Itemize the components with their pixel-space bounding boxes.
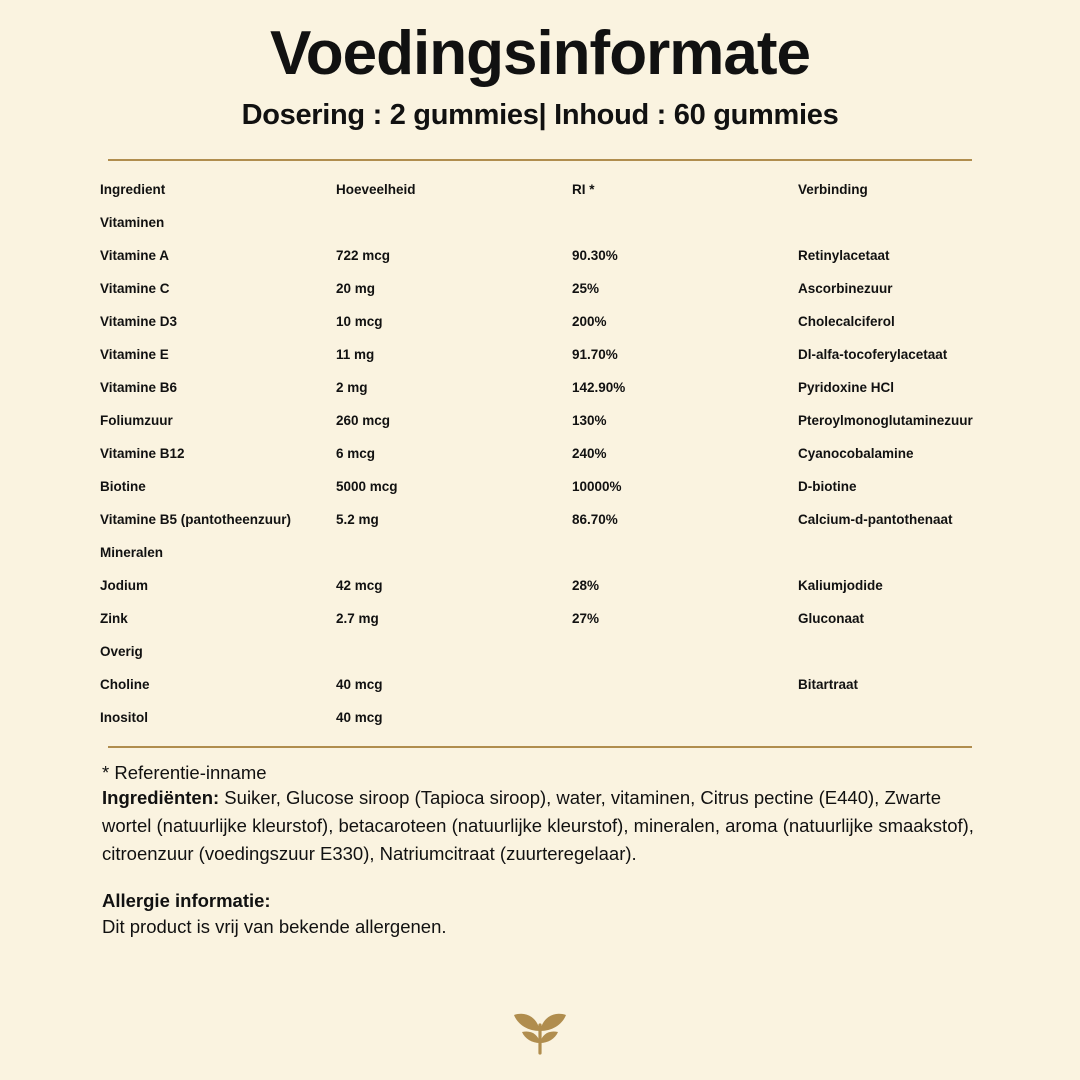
table-row — [100, 635, 980, 668]
cell-ri: 25% — [572, 281, 600, 297]
cell-ri: 86.70% — [572, 512, 618, 528]
cell-compound: Cyanocobalamine — [798, 446, 914, 462]
table-row — [100, 338, 980, 371]
cell-compound: Calcium-d-pantothenaat — [798, 512, 953, 528]
cell-compound: Ascorbinezuur — [798, 281, 893, 297]
cell-ingredient: Biotine — [100, 479, 146, 495]
column-header-amount: Hoeveelheid — [336, 182, 416, 198]
ingredients-label: Ingrediënten: — [102, 787, 220, 809]
cell-ingredient: Vitamine B5 (pantotheenzuur) — [100, 512, 292, 528]
cell-ingredient: Mineralen — [100, 545, 164, 561]
cell-amount: 40 mcg — [336, 677, 383, 693]
cell-compound: Bitartraat — [798, 677, 859, 693]
cell-amount: 2 mg — [336, 380, 368, 396]
cell-ri: 27% — [572, 611, 600, 627]
cell-ingredient: Vitamine E — [100, 347, 169, 363]
cell-ri: 10000% — [572, 479, 622, 495]
cell-compound: D-biotine — [798, 479, 857, 495]
cell-ri — [572, 635, 798, 668]
cell-amount: 11 mg — [336, 347, 375, 363]
brand-logo — [0, 1003, 1080, 1062]
leaf-sprout-icon — [508, 1003, 572, 1057]
cell-ri — [572, 206, 798, 239]
cell-ingredient: Vitaminen — [100, 215, 165, 231]
table-row — [100, 305, 980, 338]
divider-bottom — [108, 746, 972, 748]
cell-ri: 90.30% — [572, 248, 618, 264]
table-row — [100, 701, 980, 734]
cell-amount: 722 mcg — [336, 248, 391, 264]
cell-compound: Kaliumjodide — [798, 578, 883, 594]
cell-compound — [798, 635, 980, 668]
cell-amount: 6 mcg — [336, 446, 376, 462]
cell-compound: Pteroylmonoglutaminezuur — [798, 413, 973, 429]
cell-ri: 240% — [572, 446, 607, 462]
table-row — [100, 470, 980, 503]
cell-amount: 10 mcg — [336, 314, 383, 330]
cell-ri: 130% — [572, 413, 607, 429]
table-row — [100, 536, 980, 569]
cell-ingredient: Inositol — [100, 710, 148, 726]
table-row — [100, 503, 980, 536]
table-row — [100, 668, 980, 701]
table-row — [100, 437, 980, 470]
cell-amount — [336, 635, 572, 668]
allergy-text: Dit product is vrij van bekende allergenen. — [102, 915, 447, 937]
cell-amount: 5000 mcg — [336, 479, 398, 495]
dosage-subtitle: Dosering : 2 gummies| Inhoud : 60 gummies — [241, 99, 839, 132]
cell-amount: 42 mcg — [336, 578, 383, 594]
cell-ingredient: Jodium — [100, 578, 149, 594]
cell-ri: 91.70% — [572, 347, 618, 363]
cell-ingredient: Vitamine C — [100, 281, 170, 297]
cell-ingredient: Vitamine D3 — [100, 314, 178, 330]
cell-compound: Cholecalciferol — [798, 314, 895, 330]
cell-amount: 5.2 mg — [336, 512, 379, 528]
page-title: Voedingsinformate — [270, 19, 810, 88]
cell-ingredient: Overig — [100, 644, 143, 660]
cell-compound — [798, 701, 980, 734]
column-header-ingredient: Ingredient — [100, 182, 166, 198]
cell-ingredient: Zink — [100, 611, 128, 627]
cell-amount: 40 mcg — [336, 710, 383, 726]
cell-compound: Dl-alfa-tocoferylacetaat — [798, 347, 948, 363]
table-row — [100, 569, 980, 602]
cell-ingredient: Choline — [100, 677, 150, 693]
table-header-row — [100, 173, 980, 206]
table-row — [100, 206, 980, 239]
divider-top — [108, 159, 972, 161]
cell-compound — [798, 206, 980, 239]
cell-amount — [336, 206, 572, 239]
column-header-compound: Verbinding — [798, 182, 868, 198]
allergy-title: Allergie informatie: — [102, 889, 271, 911]
ingredients-text: Suiker, Glucose siroop (Tapioca siroop), water, vitaminen, Citrus pectine (E440), Zwarte wortel (natuurlijke kleurstof), betacaroteen (natuurlijke kleurstof), mineralen, aroma (natuurlijke smaakstof), citroenzuur (voedingszuur E330), Natriumcitraat (zuurteregelaar). — [102, 787, 974, 864]
column-header-ri: RI * — [572, 182, 595, 198]
nutrition-table — [100, 173, 980, 734]
table-row — [100, 371, 980, 404]
cell-ri: 28% — [572, 578, 600, 594]
cell-compound: Gluconaat — [798, 611, 865, 627]
cell-ri: 142.90% — [572, 380, 626, 396]
cell-ingredient: Vitamine B12 — [100, 446, 185, 462]
ingredients-paragraph — [102, 784, 980, 867]
cell-ingredient: Foliumzuur — [100, 413, 173, 429]
cell-ri — [572, 668, 798, 701]
table-row — [100, 404, 980, 437]
cell-amount: 20 mg — [336, 281, 376, 297]
cell-amount: 260 mcg — [336, 413, 391, 429]
cell-compound: Retinylacetaat — [798, 248, 890, 264]
table-row — [100, 239, 980, 272]
cell-ri — [572, 701, 798, 734]
ri-footnote: * Referentie-inname — [102, 762, 267, 784]
cell-ingredient: Vitamine A — [100, 248, 170, 264]
cell-ri: 200% — [572, 314, 607, 330]
table-row — [100, 602, 980, 635]
table-row — [100, 272, 980, 305]
cell-amount — [336, 536, 572, 569]
cell-ingredient: Vitamine B6 — [100, 380, 178, 396]
table-body — [100, 206, 980, 734]
cell-compound: Pyridoxine HCl — [798, 380, 895, 396]
cell-ri — [572, 536, 798, 569]
cell-compound — [798, 536, 980, 569]
cell-amount: 2.7 mg — [336, 611, 379, 627]
